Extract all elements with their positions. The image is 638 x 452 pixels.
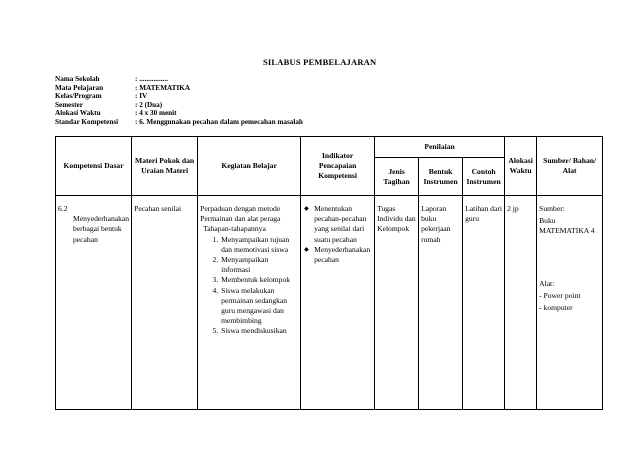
cell-kompetensi (56, 196, 132, 410)
header-indikator: Indikator Pencapaian Kompetensi (301, 137, 375, 196)
header-sumber: Sumber/ Bahan/ Alat (537, 137, 603, 196)
syllabus-table (55, 136, 603, 410)
cell-jenis: Tugas Individu dan Kelompok (375, 196, 419, 410)
sumber-book: Buku MATEMATIKA 4 (539, 216, 595, 236)
meta-row-standard: Standar Kompetensi : 6. Menggunakan pecahan dalam pemecahan masalah (55, 117, 303, 126)
alat-item: - komputer (539, 303, 573, 313)
list-item: 3. Membentuk kelompok (220, 275, 298, 285)
alat-item: - Power point (539, 290, 581, 300)
alat-label: Alat: (539, 278, 555, 288)
header-jenis: Jenis Tagihan (375, 158, 419, 196)
sumber-label: Sumber: (539, 204, 565, 213)
header-kegiatan: Kegiatan Belajar (198, 137, 301, 196)
cell-kegiatan (198, 196, 301, 410)
kd-text: Menyederhanakan berbagai bentuk pecahan (73, 214, 130, 244)
meta-row-class: Kelas/Program : IV (55, 92, 148, 101)
cell-materi: Pecahan senilai (132, 196, 198, 410)
header-bentuk: Bentuk Instrumen (419, 158, 463, 196)
meta-row-school: Nama Sekolah : ................ (55, 75, 168, 83)
list-item: ◆ Menyederhanakan pecahan (303, 245, 372, 265)
list-item: ◆ Menentukan pecahan-pecahan yang senilai dari suatu pecahan (303, 204, 372, 245)
table-row (56, 196, 603, 410)
list-item: 2. Menyampaikan informasi (220, 255, 298, 275)
header-materi: Materi Pokok dan Uraian Materi (132, 137, 198, 196)
kegiatan-steps (200, 235, 298, 337)
page-title: SILABUS PEMBELAJARAN (263, 57, 377, 67)
meta-row-subject: Mata Pelajaran : MATEMATIKA (55, 83, 191, 92)
header-contoh: Contoh Instrumen (463, 158, 505, 196)
cell-bentuk: Laporan buku pekerjaan rumah (419, 196, 463, 410)
meta-row-semester: Semester : 2 (Dua) (55, 100, 163, 109)
kegiatan-intro: Perpaduan dengan metode Permainan dan alat peraga (200, 204, 281, 224)
meta-row-time: Alokasi Waktu : 4 x 30 menit (55, 109, 177, 118)
kd-number: 6.2 (58, 204, 68, 213)
cell-indikator (301, 196, 375, 410)
list-item: 5. Siswa mendiskusikan (220, 326, 298, 336)
cell-contoh: Latihan dari guru (463, 196, 505, 410)
list-item: 4. Siswa melakukan permainan sedangkan guru mengawasi dan membimbing (220, 286, 298, 327)
syllabus-meta (55, 75, 303, 127)
header-penilaian: Penilaian (375, 137, 505, 158)
kegiatan-sub: Tahapan-tahapannya (203, 224, 266, 234)
list-item: 1. Menyampaikan tujuan dan memotivasi siswa (220, 235, 298, 255)
header-kompetensi: Kompetensi Dasar (56, 137, 132, 196)
cell-sumber (537, 196, 603, 410)
header-alokasi: Alokasi Waktu (505, 137, 537, 196)
indikator-list (303, 204, 372, 265)
cell-alokasi: 2 jp (505, 196, 537, 410)
